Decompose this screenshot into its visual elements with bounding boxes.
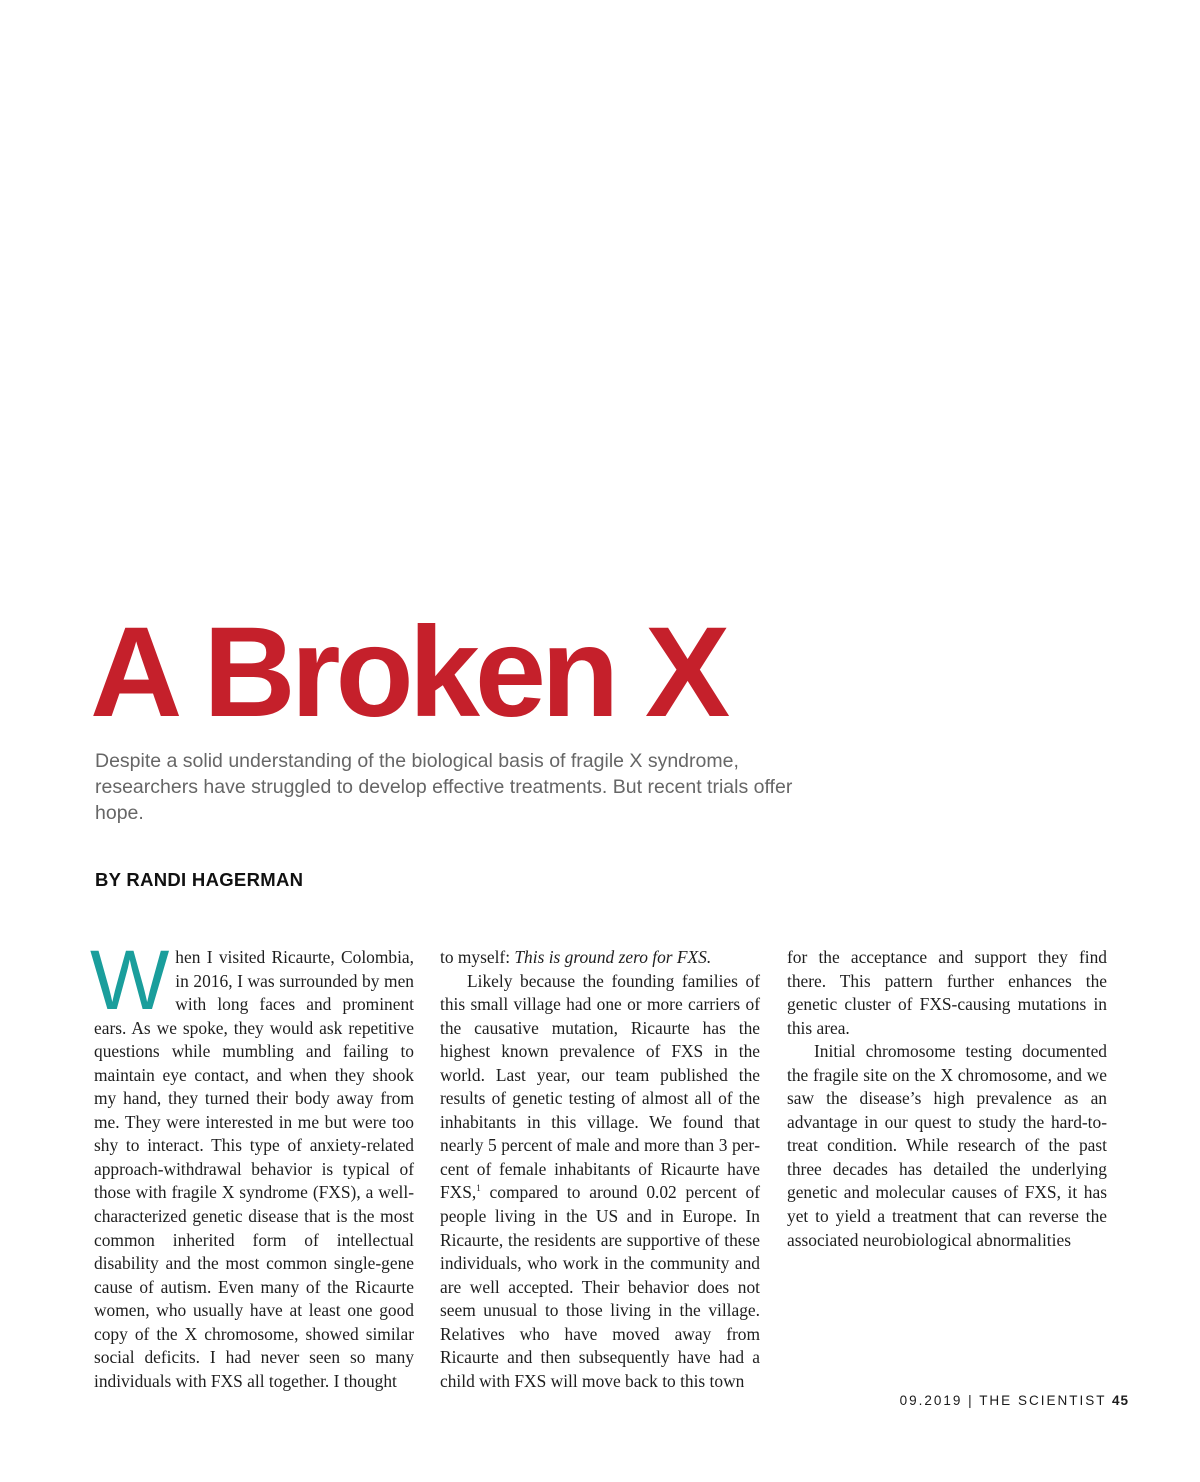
paragraph-2-text-part-1: Likely because the founding families of this small village had one or more carriers of the causative mutation, Ricaurte has the highest known prevalence of FXS in the world. Last year, our team published the results of genetic testing of almost all of the inhabitants in this village. We found that nearly 5 percent of male and more than 3 percent of female inhabitants of Ricaurte have FXS, [440,970,760,1203]
paragraph-2-text-part-2: compared to around 0.02 percent of people living in the US and in Europe. In Ricaurte, the residents are supportive of these individuals, who work in the community and are well accepted. Their behavior does not seem unusual to those living in the village. Relatives who have moved away from Ricaurte and then subsequently have had a child with FXS will move back to this town [440,1182,760,1391]
article-title: A Broken X [90,601,726,744]
body-column-2 [440,946,760,1393]
body-paragraph-2-end: for the acceptance and support they find there. This pattern further enhances the genetic cluster of FXS-causing mutations in this area. [787,947,1107,1038]
body-paragraph-1-start [90,933,414,1393]
article-dek: Despite a solid understanding of the biological basis of fragile X syndrome, researchers have struggled to develop effective treatments. But recent trials offer hope. [95,750,793,824]
page-number: 45 [1111,1393,1129,1408]
body-column-1 [90,933,414,1393]
body-column-3 [787,946,1107,1252]
paragraph-1-text-part-2: to myself: [440,947,515,967]
body-paragraph-3: Initial chromosome testing documented the fragile site on the X chromosome, and we saw the disease’s high prevalence as an advantage in our quest to study the hard-to-treat condition. While research of the past three decades has detailed the underlying genetic and molecular causes of FXS, it has yet to yield a treatment that can reverse the associated neurobiological abnormalities [787,1041,1107,1250]
italic-thought: This is ground zero for FXS. [514,947,712,967]
body-paragraph-1-end [440,946,760,970]
body-paragraph-2 [440,970,760,1394]
drop-cap: W [90,933,170,1027]
byline: BY RANDI HAGERMAN [95,869,304,890]
reference-marker: 1 [476,1183,481,1194]
issue-and-magazine: 09.2019 | THE SCIENTIST [899,1393,1107,1408]
page-footer [900,1393,1129,1409]
paragraph-1-text-part-1: hen I visited Ricaurte, Colombia, in 2016, I was surrounded by men with long faces and prominent ears. As we spoke, they would ask repetitive questions while mumbling and failing to maintain eye contact, and when they shook my hand, they turned their body away from me. They were interested in me but were too shy to interact. This type of anxiety-related approach-withdrawal behavior is typical of those with fragile X syndrome (FXS), a well-characterized genetic disease that is the most common inherited form of intellectual disability and the most common single-gene cause of autism. Even many of the Ricaurte women, who usually have at least one good copy of the X chromosome, showed similar social deficits. I had never seen so many individuals with FXS all together. I thought [94,947,414,1391]
